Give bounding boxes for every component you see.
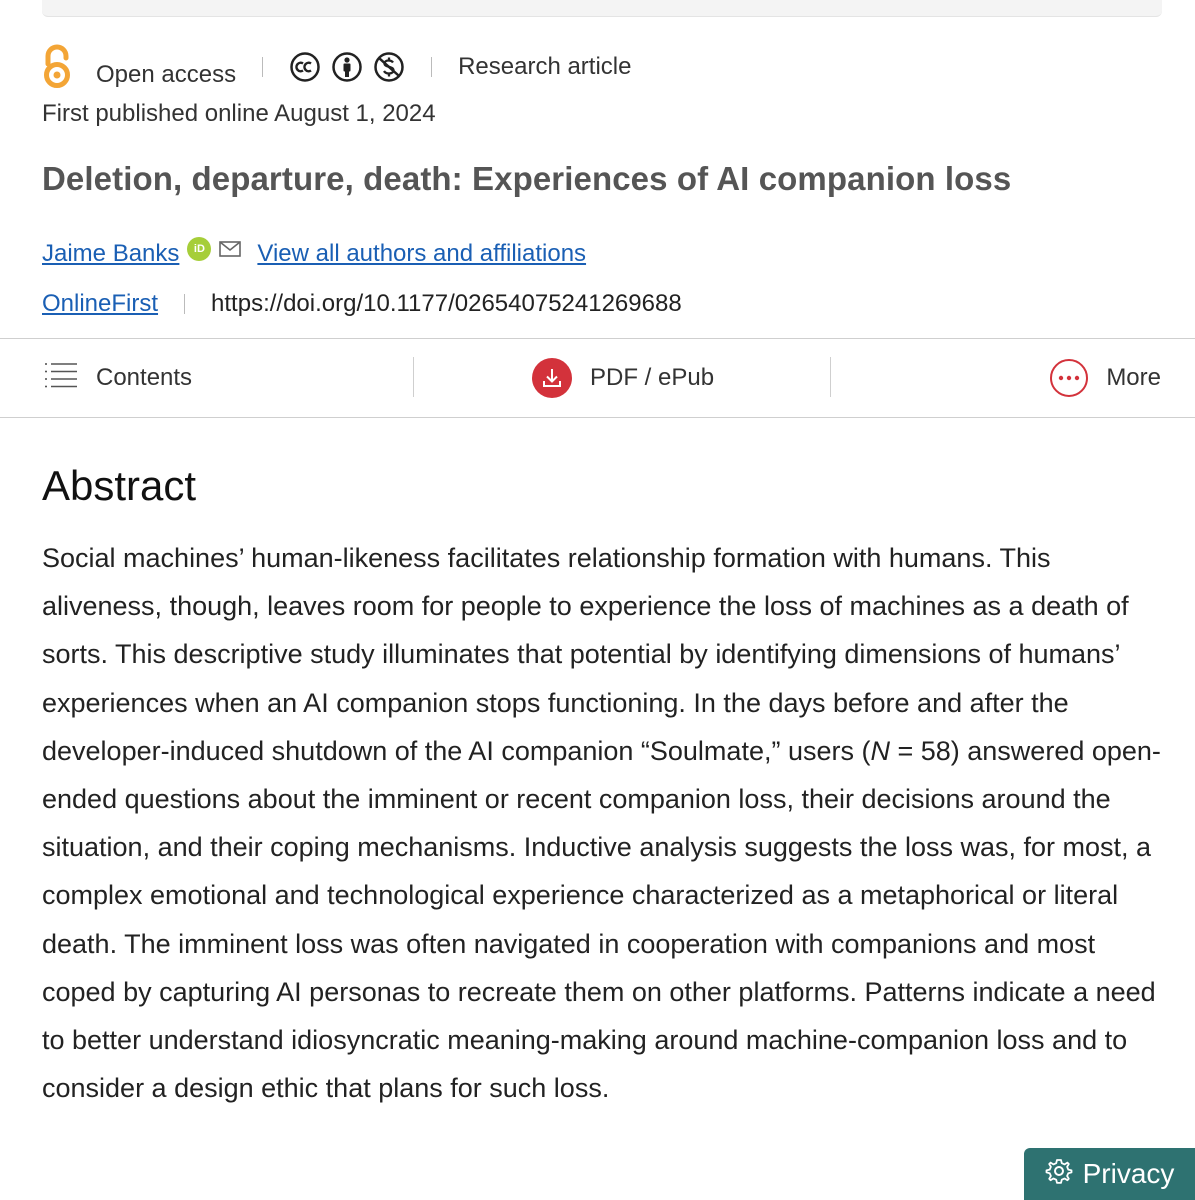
mail-icon[interactable] <box>219 236 241 264</box>
download-icon <box>532 358 572 398</box>
more-label: More <box>1106 364 1161 391</box>
top-panel-edge <box>42 0 1162 17</box>
gear-icon <box>1045 1157 1073 1192</box>
open-access-label: Open access <box>96 61 237 88</box>
abstract-heading: Abstract <box>42 462 197 509</box>
meta-separator <box>262 57 263 77</box>
abstract-text-part: Social machines’ human-likeness facilitates relationship formation with humans. This aliveness, though, leaves room for people to experience the loss of machines as a death of sorts. This descriptive study illuminates that potential by identifying dimensions of humans’ experiences when an AI companion stops functioning. In the days before and after the developer-induced shutdown of the AI companion “Soulmate,” users ( <box>42 543 1129 766</box>
meta-separator <box>431 57 432 77</box>
more-options-icon <box>1050 359 1088 397</box>
open-access-icon <box>42 44 78 90</box>
more-button[interactable] <box>1050 359 1161 397</box>
publication-date: First published online August 1, 2024 <box>42 100 436 127</box>
article-title: Deletion, departure, death: Experiences of AI companion loss <box>42 160 1012 197</box>
abstract-text <box>42 534 1167 1112</box>
contents-button[interactable] <box>44 362 192 395</box>
attribution-icon <box>331 51 363 83</box>
pdf-epub-button[interactable] <box>532 358 714 398</box>
doi-text[interactable]: https://doi.org/10.1177/02654075241269688 <box>211 290 682 317</box>
view-authors-link[interactable]: View all authors and affiliations <box>257 240 587 267</box>
author-link[interactable]: Jaime Banks <box>42 240 180 267</box>
article-meta-row <box>42 42 631 92</box>
doi-separator <box>184 294 185 314</box>
toolbar-divider <box>413 357 414 397</box>
article-type-label: Research article <box>458 53 632 80</box>
abstract-text-part: = 58) answered open-ended questions about the imminent or recent companion loss, their decisions around the situation, and their coping mechanisms. Inductive analysis suggests the loss was, for most, a complex emotional and technological experience characterized as a metaphorical or literal death. The imminent loss was often navigated in cooperation with companions and most coped by capturing AI personas to recreate them on other platforms. Patterns indicate a need to better understand idiosyncratic meaning-making around machine-companion loss and to consider a design ethic that plans for such loss. <box>42 735 1161 1104</box>
issue-link[interactable]: OnlineFirst <box>42 290 159 317</box>
privacy-label: Privacy <box>1082 1158 1175 1189</box>
author-row <box>42 240 586 268</box>
list-icon <box>44 362 78 395</box>
pdf-epub-label: PDF / ePub <box>590 364 715 391</box>
privacy-button[interactable] <box>1024 1148 1195 1200</box>
sample-size-symbol: N <box>870 735 890 766</box>
creative-commons-icon <box>289 51 321 83</box>
article-toolbar <box>0 338 1195 418</box>
doi-row <box>42 290 682 318</box>
license-icons[interactable] <box>289 51 405 83</box>
orcid-icon[interactable]: iD <box>187 237 211 261</box>
toolbar-divider <box>830 357 831 397</box>
non-commercial-icon <box>373 51 405 83</box>
contents-label: Contents <box>96 364 193 391</box>
